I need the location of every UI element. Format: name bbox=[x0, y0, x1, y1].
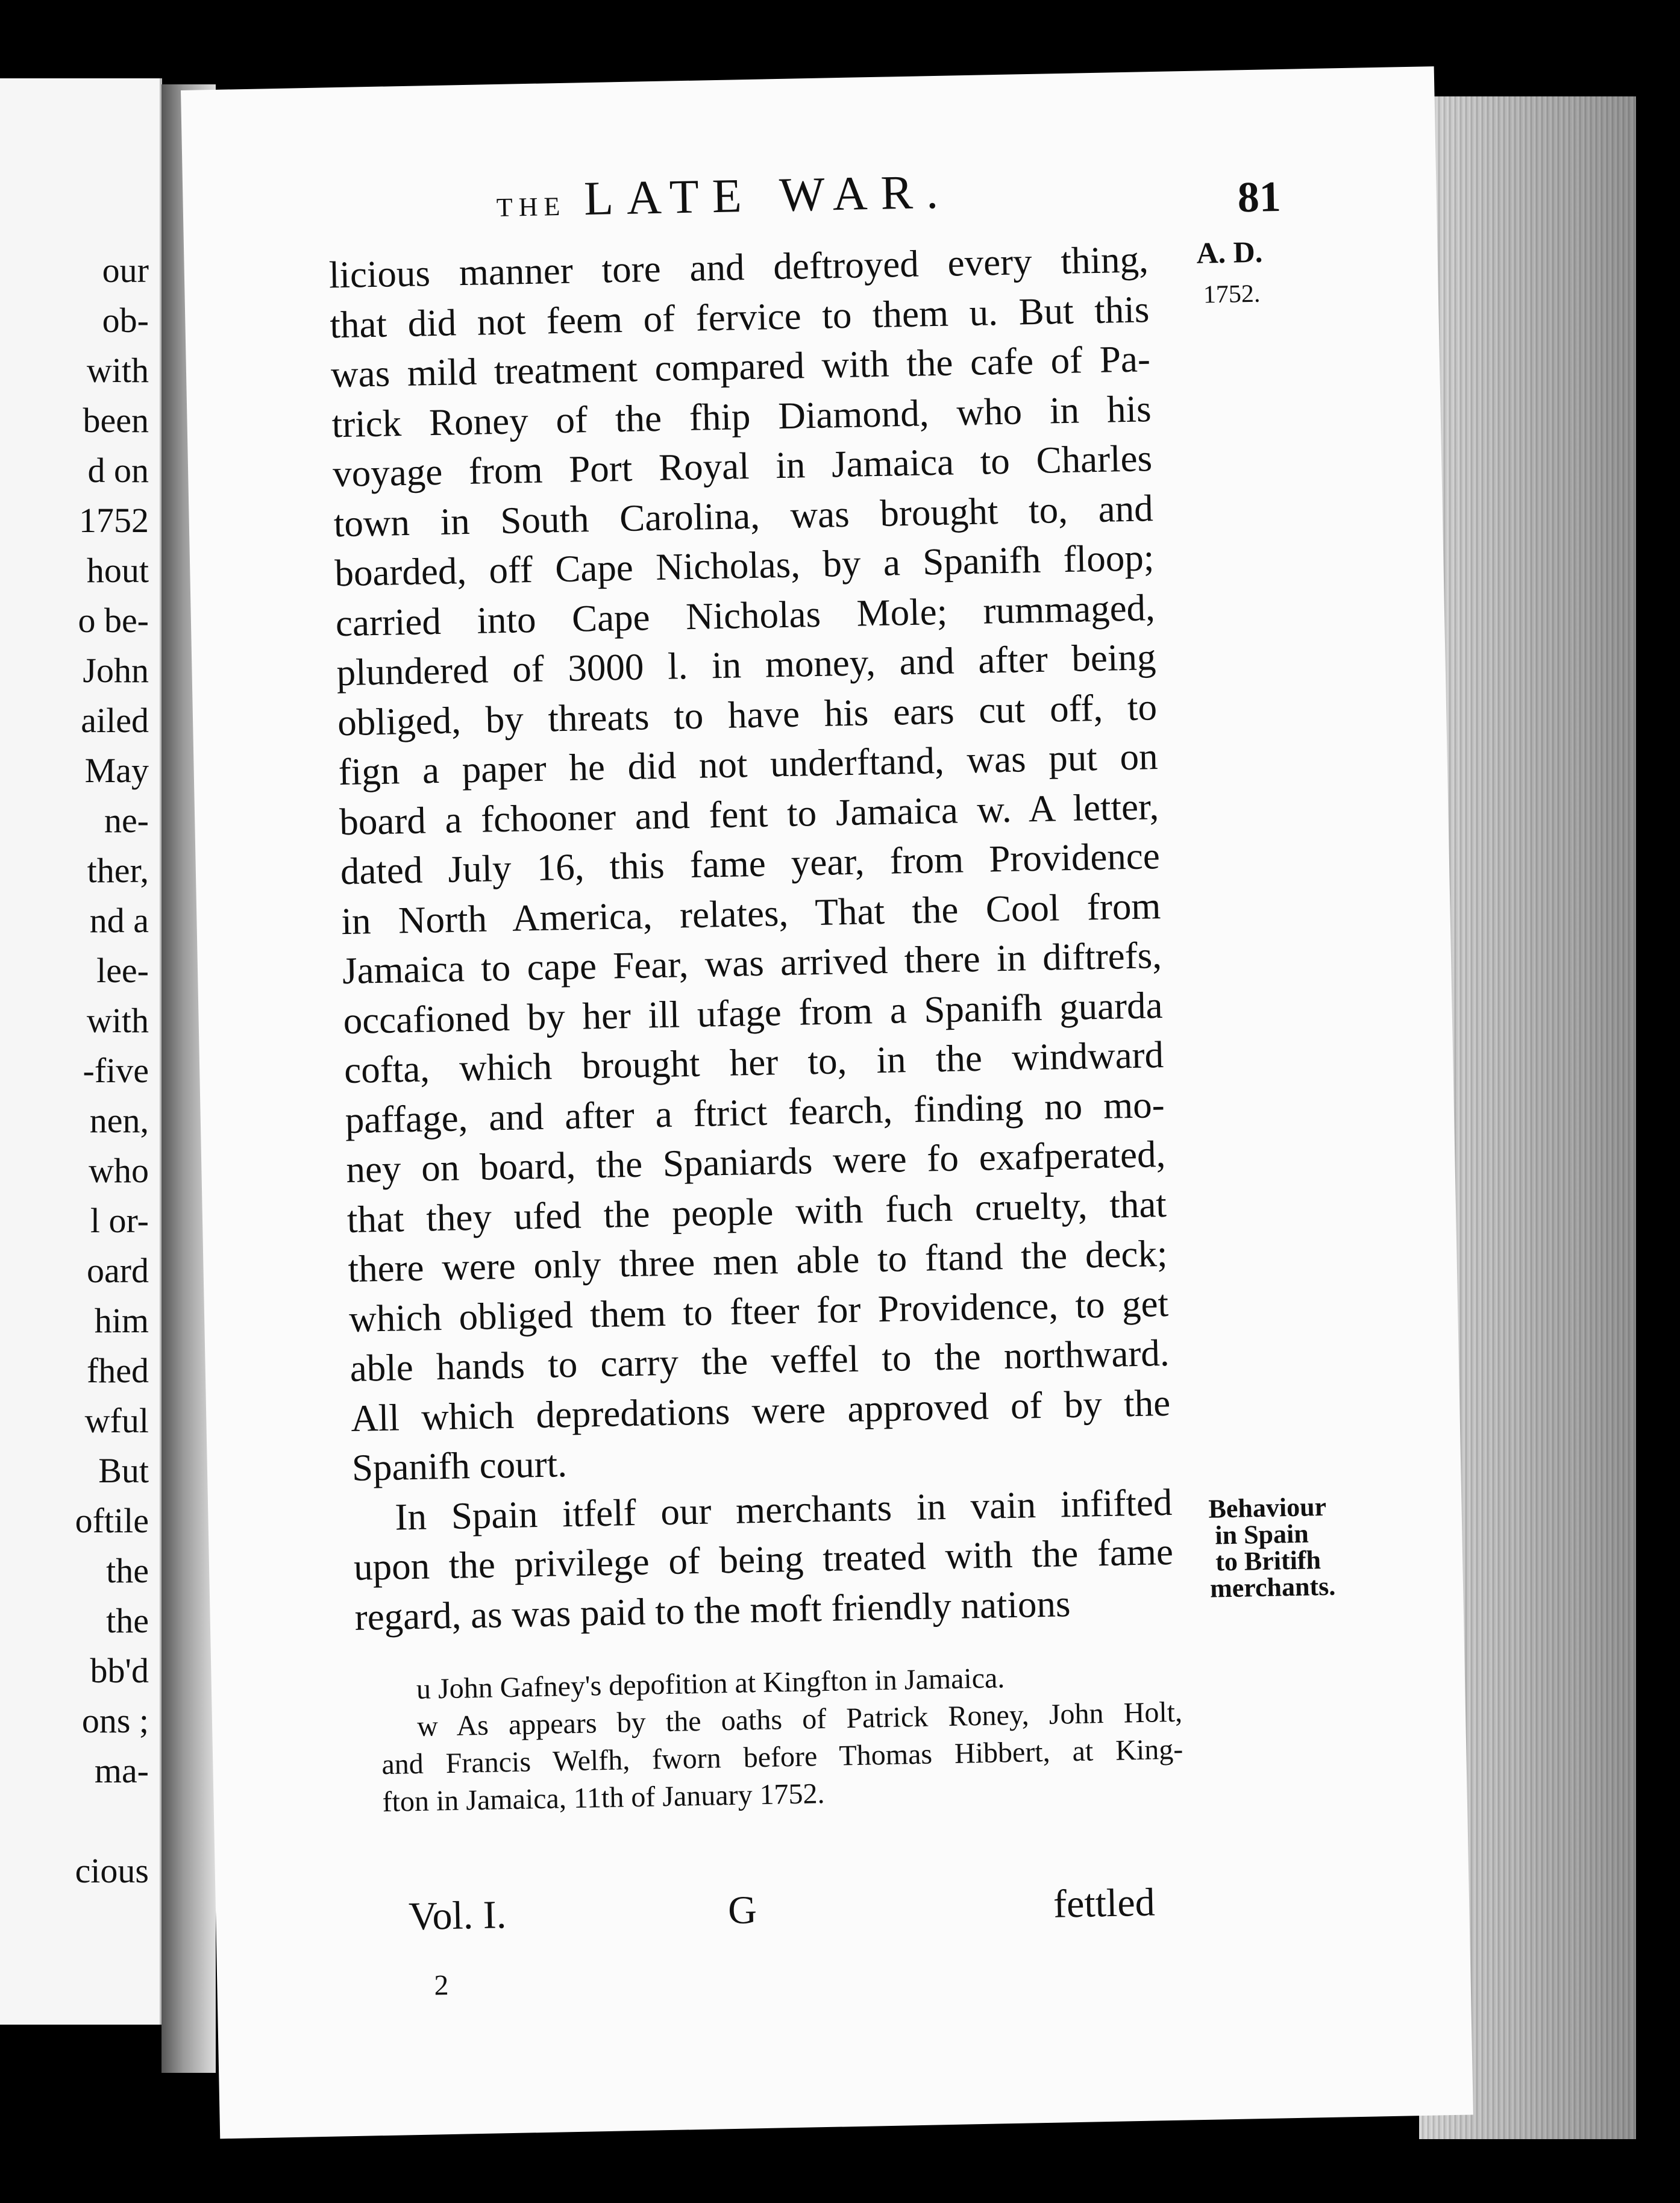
left-page-fragment-line: d on bbox=[87, 451, 149, 490]
body-text-line: licious manner tore and deftroyed every thing, bbox=[328, 238, 1149, 296]
left-page-fragment-line: who bbox=[89, 1151, 149, 1190]
left-page-fragment-line: cious bbox=[75, 1851, 149, 1890]
left-page-fragment-line: him bbox=[94, 1301, 149, 1340]
left-page-fragment-line: ne- bbox=[104, 801, 149, 840]
margin-year: 1752. bbox=[1203, 280, 1261, 309]
margin-note-line: to Britifh bbox=[1215, 1545, 1321, 1577]
left-page-fragment-line: bb'd bbox=[90, 1651, 149, 1690]
body-text-line: board a fchooner and fent to Jamaica w. A letter, bbox=[339, 785, 1159, 843]
footnote-u: u John Gafney's depofition at Kingfton in Jamaica. bbox=[416, 1662, 1005, 1705]
margin-note-line: merchants. bbox=[1209, 1571, 1336, 1603]
body-text-line: that did not feem of fervice to them u. But this bbox=[329, 287, 1150, 346]
left-page-fragment bbox=[0, 78, 162, 2025]
body-text-line: dated July 16, this fame year, from Providence bbox=[340, 835, 1161, 893]
signature-mark: G bbox=[727, 1888, 757, 1933]
left-page-fragment-line: o be- bbox=[78, 601, 149, 640]
running-head-the: THE bbox=[496, 191, 566, 222]
margin-year-label: A. D. bbox=[1196, 234, 1263, 270]
left-page-fragment-line: with bbox=[86, 1001, 149, 1040]
body-text-line: occafioned by her ill ufage from a Spanifh guarda bbox=[343, 983, 1164, 1042]
body-text-line: there were only three men able to ftand the deck; bbox=[347, 1232, 1168, 1291]
catchword: fettled bbox=[1053, 1880, 1156, 1926]
body-text-line: which obliged them to fteer for Providence, to get bbox=[348, 1282, 1169, 1340]
left-page-fragment-line: ons ; bbox=[81, 1701, 149, 1740]
body-text-line: upon the privilege of being treated with the fame bbox=[353, 1530, 1174, 1588]
left-page-fragment-line: the bbox=[106, 1601, 149, 1640]
body-text-line: was mild treatment compared with the cafe of Pa- bbox=[330, 337, 1151, 396]
left-page-fragment-line: nd a bbox=[89, 901, 149, 940]
footnote-w: w As appears by the oaths of Patrick Roney, John Holt, bbox=[416, 1696, 1183, 1743]
left-page-fragment-line: -five bbox=[83, 1051, 149, 1090]
body-text-line: Spanifh court. bbox=[351, 1443, 568, 1489]
body-text-line: trick Roney of the fhip Diamond, who in his bbox=[331, 387, 1152, 445]
left-page-fragment-line: been bbox=[83, 401, 149, 440]
left-page-fragment-line: ailed bbox=[81, 701, 149, 740]
left-page-fragment-line: May bbox=[84, 751, 149, 790]
body-text-line: able hands to carry the veffel to the northward. bbox=[349, 1331, 1170, 1390]
body-text-line: obliged, by threats to have his ears cut off, to bbox=[337, 685, 1158, 744]
running-head-title: LATE WAR. bbox=[583, 165, 952, 226]
left-page-fragment-line: nen, bbox=[89, 1101, 149, 1140]
left-page-fragment-line: lee- bbox=[96, 951, 149, 990]
left-page-fragment-line: John bbox=[83, 651, 149, 690]
left-page-fragment-line: our bbox=[102, 251, 149, 290]
body-text-line: regard, as was paid to the moft friendly nations bbox=[354, 1582, 1071, 1638]
body-text-line: ney on board, the Spaniards were fo exafperated, bbox=[345, 1132, 1166, 1191]
left-page-fragment-line: ob- bbox=[102, 301, 149, 340]
margin-note-behaviour bbox=[1208, 1491, 1336, 1603]
body-text-line: that they ufed the people with fuch cruelty, that bbox=[346, 1182, 1167, 1241]
body-text-line: town in South Carolina, was brought to, and bbox=[333, 486, 1154, 545]
body-text-line: carried into Cape Nicholas Mole; rummaged, bbox=[335, 586, 1156, 644]
left-page-fragment-line: l or- bbox=[90, 1201, 149, 1240]
body-text-line: In Spain itfelf our merchants in vain infifted bbox=[394, 1481, 1173, 1538]
left-page-fragment-line: 1752 bbox=[79, 501, 149, 540]
left-page-fragment-line: fhed bbox=[86, 1351, 149, 1390]
running-head bbox=[496, 165, 952, 228]
footnote-w-cont: fton in Jamaica, 11th of January 1752. bbox=[382, 1778, 826, 1819]
footnotes bbox=[380, 1656, 1184, 1821]
body-text-line: Jamaica to cape Fear, was arrived there in diftrefs, bbox=[342, 934, 1162, 992]
right-page bbox=[181, 66, 1473, 2139]
left-page-fragment-line: oard bbox=[86, 1251, 149, 1290]
left-page-fragment-line: wful bbox=[84, 1401, 149, 1440]
body-text-line: plundered of 3000 l. in money, and after being bbox=[336, 636, 1157, 694]
left-page-fragment-line: oftile bbox=[75, 1501, 149, 1540]
body-text-line: boarded, off Cape Nicholas, by a Spanifh floop; bbox=[334, 536, 1155, 595]
body-text-line: cofta, which brought her to, in the windward bbox=[343, 1033, 1164, 1092]
footnote-w-cont: and Francis Welfh, fworn before Thomas Hibbert, at King- bbox=[381, 1733, 1183, 1781]
page-number: 81 bbox=[1236, 172, 1282, 222]
margin-note-line: in Spain bbox=[1214, 1518, 1309, 1550]
left-page-fragment-line: hout bbox=[86, 551, 149, 590]
left-page-fragment-line: ma- bbox=[94, 1751, 149, 1790]
left-page-fragment-line: the bbox=[106, 1551, 149, 1590]
margin-note-line: Behaviour bbox=[1208, 1491, 1327, 1524]
body-text-line: All which depredations were approved of by the bbox=[350, 1381, 1171, 1440]
left-page-fragment-line: But bbox=[98, 1451, 149, 1490]
body-text-line: in North America, relates, That the Cool from bbox=[340, 884, 1161, 942]
left-page-fragment-line: ther, bbox=[87, 851, 149, 890]
body-text-line: voyage from Port Royal in Jamaica to Charles bbox=[332, 437, 1153, 495]
signature-small-mark: 2 bbox=[433, 1969, 449, 2002]
volume-label: Vol. I. bbox=[408, 1893, 507, 1939]
body-text-line: fign a paper he did not underftand, was put on bbox=[338, 735, 1159, 794]
left-page-fragment-line: with bbox=[86, 351, 149, 390]
body-text-line: paffage, and after a ftrict fearch, finding no mo- bbox=[345, 1083, 1165, 1141]
body-text bbox=[328, 234, 1174, 1642]
